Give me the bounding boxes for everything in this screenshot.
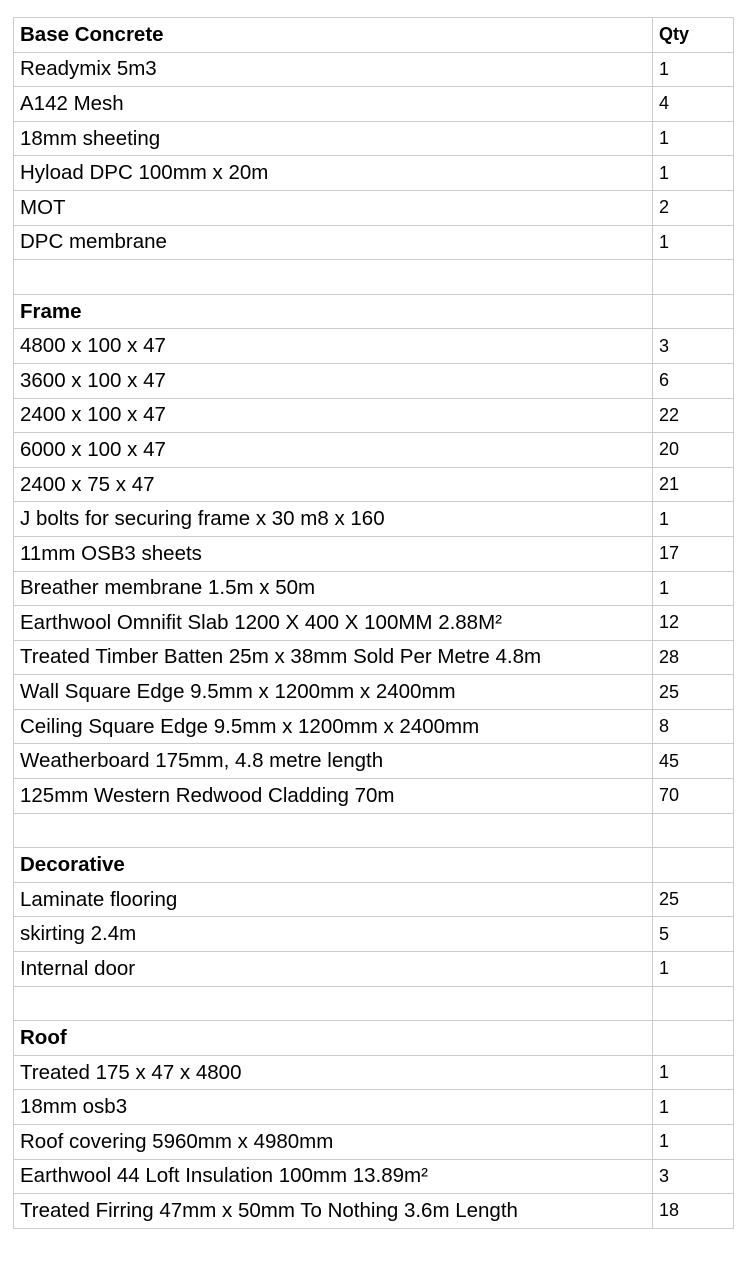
item-qty-cell[interactable]: 1 <box>653 502 734 537</box>
item-name-cell[interactable]: 6000 x 100 x 47 <box>14 433 653 468</box>
item-name-cell[interactable]: MOT <box>14 190 653 225</box>
item-row <box>14 433 734 468</box>
item-name-cell[interactable]: skirting 2.4m <box>14 917 653 952</box>
item-row <box>14 87 734 122</box>
item-name-cell[interactable]: 4800 x 100 x 47 <box>14 329 653 364</box>
item-row <box>14 675 734 710</box>
item-row <box>14 190 734 225</box>
item-row <box>14 571 734 606</box>
item-qty-cell[interactable]: 28 <box>653 640 734 675</box>
item-qty-cell[interactable]: 8 <box>653 709 734 744</box>
empty-row <box>14 813 734 848</box>
item-row <box>14 1055 734 1090</box>
item-qty-cell[interactable]: 2 <box>653 190 734 225</box>
section-title-cell[interactable]: Roof <box>14 1021 653 1056</box>
section-header-row <box>14 294 734 329</box>
item-qty-cell[interactable]: 1 <box>653 121 734 156</box>
item-name-cell[interactable]: 18mm sheeting <box>14 121 653 156</box>
item-qty-cell[interactable]: 25 <box>653 882 734 917</box>
item-row <box>14 1090 734 1125</box>
item-name-cell[interactable]: Readymix 5m3 <box>14 52 653 87</box>
item-qty-cell[interactable]: 20 <box>653 433 734 468</box>
item-name-cell[interactable]: Weatherboard 175mm, 4.8 metre length <box>14 744 653 779</box>
item-qty-cell[interactable]: 25 <box>653 675 734 710</box>
item-qty-cell[interactable]: 1 <box>653 1090 734 1125</box>
item-qty-cell[interactable]: 1 <box>653 1125 734 1160</box>
item-row <box>14 640 734 675</box>
item-name-cell[interactable]: DPC membrane <box>14 225 653 260</box>
item-name-cell[interactable]: Ceiling Square Edge 9.5mm x 1200mm x 2400mm <box>14 709 653 744</box>
section-header-row <box>14 18 734 53</box>
item-name-cell[interactable]: 125mm Western Redwood Cladding 70m <box>14 779 653 814</box>
item-name-cell[interactable]: 2400 x 100 x 47 <box>14 398 653 433</box>
empty-row <box>14 986 734 1021</box>
item-row <box>14 467 734 502</box>
item-name-cell[interactable]: Earthwool Omnifit Slab 1200 X 400 X 100MM 2.88M² <box>14 606 653 641</box>
item-qty-cell[interactable]: 21 <box>653 467 734 502</box>
item-qty-cell[interactable]: 1 <box>653 225 734 260</box>
item-row <box>14 536 734 571</box>
section-title-cell[interactable]: Decorative <box>14 848 653 883</box>
materials-table-body <box>14 18 734 1229</box>
item-name-cell[interactable]: Hyload DPC 100mm x 20m <box>14 156 653 191</box>
item-row <box>14 121 734 156</box>
item-row <box>14 225 734 260</box>
item-row <box>14 744 734 779</box>
item-qty-cell[interactable]: 1 <box>653 952 734 987</box>
item-qty-cell[interactable]: 3 <box>653 329 734 364</box>
item-row <box>14 709 734 744</box>
item-qty-cell[interactable]: 45 <box>653 744 734 779</box>
empty-cell[interactable] <box>653 986 734 1021</box>
item-qty-cell[interactable]: 4 <box>653 87 734 122</box>
item-name-cell[interactable]: Laminate flooring <box>14 882 653 917</box>
item-qty-cell[interactable]: 1 <box>653 1055 734 1090</box>
item-qty-cell[interactable]: 17 <box>653 536 734 571</box>
item-qty-cell[interactable]: 70 <box>653 779 734 814</box>
item-qty-cell[interactable]: 18 <box>653 1194 734 1229</box>
item-row <box>14 502 734 537</box>
item-row <box>14 1125 734 1160</box>
empty-cell[interactable] <box>14 260 653 295</box>
item-row <box>14 363 734 398</box>
qty-header-cell[interactable]: Qty <box>653 18 734 53</box>
item-qty-cell[interactable]: 1 <box>653 571 734 606</box>
item-name-cell[interactable]: Earthwool 44 Loft Insulation 100mm 13.89m² <box>14 1159 653 1194</box>
item-row <box>14 952 734 987</box>
materials-table <box>13 17 734 1229</box>
item-qty-cell[interactable]: 22 <box>653 398 734 433</box>
item-name-cell[interactable]: 18mm osb3 <box>14 1090 653 1125</box>
item-qty-cell[interactable]: 5 <box>653 917 734 952</box>
section-header-row <box>14 848 734 883</box>
empty-cell[interactable] <box>653 260 734 295</box>
item-name-cell[interactable]: Roof covering 5960mm x 4980mm <box>14 1125 653 1160</box>
item-row <box>14 1159 734 1194</box>
item-row <box>14 52 734 87</box>
item-qty-cell[interactable]: 3 <box>653 1159 734 1194</box>
item-row <box>14 917 734 952</box>
item-row <box>14 606 734 641</box>
item-row <box>14 882 734 917</box>
item-qty-cell[interactable]: 12 <box>653 606 734 641</box>
item-qty-cell[interactable]: 6 <box>653 363 734 398</box>
empty-cell[interactable] <box>653 813 734 848</box>
item-name-cell[interactable]: Treated 175 x 47 x 4800 <box>14 1055 653 1090</box>
section-header-row <box>14 1021 734 1056</box>
item-row <box>14 779 734 814</box>
section-title-cell[interactable]: Base Concrete <box>14 18 653 53</box>
empty-row <box>14 260 734 295</box>
item-name-cell[interactable]: A142 Mesh <box>14 87 653 122</box>
qty-header-cell[interactable] <box>653 848 734 883</box>
empty-cell[interactable] <box>14 813 653 848</box>
empty-cell[interactable] <box>14 986 653 1021</box>
item-qty-cell[interactable]: 1 <box>653 156 734 191</box>
item-row <box>14 156 734 191</box>
item-name-cell[interactable]: Treated Timber Batten 25m x 38mm Sold Per Metre 4.8m <box>14 640 653 675</box>
item-name-cell[interactable]: 2400 x 75 x 47 <box>14 467 653 502</box>
item-row <box>14 329 734 364</box>
item-name-cell[interactable]: Internal door <box>14 952 653 987</box>
item-name-cell[interactable]: J bolts for securing frame x 30 m8 x 160 <box>14 502 653 537</box>
section-title-cell[interactable]: Frame <box>14 294 653 329</box>
item-row <box>14 398 734 433</box>
item-name-cell[interactable]: 11mm OSB3 sheets <box>14 536 653 571</box>
item-qty-cell[interactable]: 1 <box>653 52 734 87</box>
item-row <box>14 1194 734 1229</box>
item-name-cell[interactable]: Treated Firring 47mm x 50mm To Nothing 3.6m Length <box>14 1194 653 1229</box>
qty-header-cell[interactable] <box>653 294 734 329</box>
item-name-cell[interactable]: Wall Square Edge 9.5mm x 1200mm x 2400mm <box>14 675 653 710</box>
item-name-cell[interactable]: 3600 x 100 x 47 <box>14 363 653 398</box>
qty-header-cell[interactable] <box>653 1021 734 1056</box>
item-name-cell[interactable]: Breather membrane 1.5m x 50m <box>14 571 653 606</box>
